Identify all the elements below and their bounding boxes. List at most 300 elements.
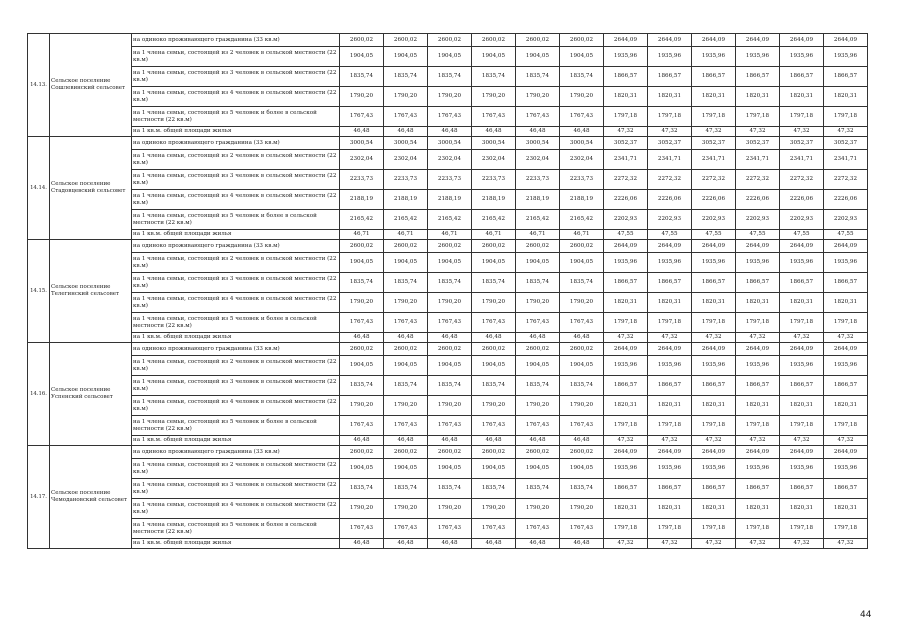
rate-value: 1820,31 xyxy=(692,396,736,416)
rate-value: 1904,05 xyxy=(340,253,384,273)
rate-value: 3000,54 xyxy=(384,137,428,150)
rate-value: 1820,31 xyxy=(736,293,780,313)
rate-value: 2233,73 xyxy=(560,170,604,190)
rate-value: 1820,31 xyxy=(692,499,736,519)
rate-value: 1790,20 xyxy=(560,87,604,107)
rate-value: 2233,73 xyxy=(384,170,428,190)
rate-value: 2188,19 xyxy=(560,190,604,210)
rate-value: 2644,09 xyxy=(692,34,736,47)
rate-value: 1820,31 xyxy=(648,87,692,107)
rate-value: 1820,31 xyxy=(604,87,648,107)
rate-value: 1835,74 xyxy=(340,479,384,499)
rate-value: 47,55 xyxy=(604,230,648,240)
rate-value: 1767,43 xyxy=(384,107,428,127)
rate-value: 1820,31 xyxy=(736,499,780,519)
rate-value: 1767,43 xyxy=(340,519,384,539)
table-row xyxy=(28,416,868,436)
rate-value: 1797,18 xyxy=(604,107,648,127)
rate-value: 1767,43 xyxy=(560,313,604,333)
rate-value: 1820,31 xyxy=(824,499,868,519)
rate-value: 3000,54 xyxy=(428,137,472,150)
rate-value: 1935,96 xyxy=(648,47,692,67)
table-row xyxy=(28,67,868,87)
rate-value: 1797,18 xyxy=(780,416,824,436)
rate-value: 2233,73 xyxy=(472,170,516,190)
rate-value: 1797,18 xyxy=(736,107,780,127)
rate-value: 1935,96 xyxy=(736,459,780,479)
table-row xyxy=(28,210,868,230)
rate-value: 1935,96 xyxy=(824,253,868,273)
rate-value: 1835,74 xyxy=(428,67,472,87)
rate-value: 1935,96 xyxy=(692,253,736,273)
rate-value: 47,32 xyxy=(692,333,736,343)
rate-value: 2644,09 xyxy=(604,34,648,47)
rate-value: 47,32 xyxy=(736,127,780,137)
rate-value: 1935,96 xyxy=(604,47,648,67)
rate-value: 1904,05 xyxy=(340,47,384,67)
rate-value: 1866,57 xyxy=(736,479,780,499)
rate-value: 1820,31 xyxy=(604,499,648,519)
rate-value: 1835,74 xyxy=(516,479,560,499)
settlement-name: Сельское поселение Успенский сельсовет xyxy=(50,343,132,446)
rate-value: 1904,05 xyxy=(560,253,604,273)
rate-value: 46,48 xyxy=(384,127,428,137)
rate-description: на одиноко проживающего гражданина (33 кв.м) xyxy=(132,34,340,47)
rate-value: 1820,31 xyxy=(692,87,736,107)
rate-value: 1797,18 xyxy=(824,107,868,127)
rate-value: 1835,74 xyxy=(472,273,516,293)
group-number: 14.13. xyxy=(28,34,50,137)
rate-value: 47,32 xyxy=(648,436,692,446)
rate-value: 1904,05 xyxy=(472,47,516,67)
rate-description: на 1 члена семьи, состоящей из 4 человек в сельской местности (22 кв.м) xyxy=(132,396,340,416)
table-row xyxy=(28,137,868,150)
rate-value: 1790,20 xyxy=(384,396,428,416)
rate-value: 1820,31 xyxy=(824,87,868,107)
settlement-name: Сельское поселение Телегинский сельсовет xyxy=(50,240,132,343)
rate-description: на одиноко проживающего гражданина (33 кв.м) xyxy=(132,137,340,150)
rate-description: на 1 члена семьи, состоящей из 5 человек и более в сельской местности (22 кв.м) xyxy=(132,210,340,230)
rate-value: 1767,43 xyxy=(516,313,560,333)
rate-value: 2226,06 xyxy=(780,190,824,210)
rate-value: 1820,31 xyxy=(824,396,868,416)
rate-description: на 1 члена семьи, состоящей из 5 человек и более в сельской местности (22 кв.м) xyxy=(132,107,340,127)
rate-value: 2272,32 xyxy=(824,170,868,190)
rate-value: 1904,05 xyxy=(428,47,472,67)
rate-value: 46,71 xyxy=(516,230,560,240)
rate-description: на 1 члена семьи, состоящей из 3 человек в сельской местности (22 кв.м) xyxy=(132,170,340,190)
rate-value: 1866,57 xyxy=(824,376,868,396)
rate-value: 1904,05 xyxy=(472,253,516,273)
rate-value: 1935,96 xyxy=(692,47,736,67)
table-row xyxy=(28,47,868,67)
rate-value: 2644,09 xyxy=(736,240,780,253)
rate-value: 46,48 xyxy=(516,127,560,137)
rate-value: 1790,20 xyxy=(516,499,560,519)
rate-value: 2202,93 xyxy=(692,210,736,230)
rate-value: 1835,74 xyxy=(428,479,472,499)
rate-value: 2644,09 xyxy=(780,446,824,459)
rate-value: 1790,20 xyxy=(340,499,384,519)
rate-value: 1935,96 xyxy=(648,253,692,273)
rate-value: 1820,31 xyxy=(780,499,824,519)
rate-value: 2644,09 xyxy=(824,343,868,356)
rate-value: 46,48 xyxy=(560,127,604,137)
rate-value: 2600,02 xyxy=(340,446,384,459)
rate-value: 1866,57 xyxy=(604,479,648,499)
rate-value: 2644,09 xyxy=(648,343,692,356)
rate-value: 1935,96 xyxy=(824,47,868,67)
rate-value: 2600,02 xyxy=(340,240,384,253)
rate-value: 1767,43 xyxy=(516,416,560,436)
rate-value: 1820,31 xyxy=(824,293,868,313)
rate-value: 46,48 xyxy=(428,539,472,549)
rate-value: 1835,74 xyxy=(428,273,472,293)
rate-description: на 1 члена семьи, состоящей из 4 человек в сельской местности (22 кв.м) xyxy=(132,293,340,313)
rate-value: 46,48 xyxy=(560,539,604,549)
rate-value: 2644,09 xyxy=(824,34,868,47)
rate-value: 46,48 xyxy=(516,539,560,549)
rate-value: 2272,32 xyxy=(736,170,780,190)
table-row xyxy=(28,519,868,539)
rate-value: 2644,09 xyxy=(824,240,868,253)
group-number: 14.17. xyxy=(28,446,50,549)
rate-value: 1767,43 xyxy=(428,107,472,127)
rate-value: 1904,05 xyxy=(472,356,516,376)
rate-value: 1797,18 xyxy=(780,313,824,333)
settlement-name: Сельское поселение Чемодановский сельсовет xyxy=(50,446,132,549)
rate-description: на 1 члена семьи, состоящей из 3 человек в сельской местности (22 кв.м) xyxy=(132,67,340,87)
rate-value: 47,32 xyxy=(648,539,692,549)
rate-value: 1835,74 xyxy=(560,479,604,499)
rate-value: 1790,20 xyxy=(472,396,516,416)
rate-value: 1904,05 xyxy=(428,253,472,273)
rate-value: 2600,02 xyxy=(384,240,428,253)
rate-value: 2600,02 xyxy=(384,446,428,459)
rate-value: 1835,74 xyxy=(384,479,428,499)
rate-value: 47,55 xyxy=(692,230,736,240)
rate-value: 3052,37 xyxy=(648,137,692,150)
rate-value: 46,48 xyxy=(516,333,560,343)
rate-value: 46,48 xyxy=(472,436,516,446)
rate-value: 1866,57 xyxy=(780,376,824,396)
rate-value: 2644,09 xyxy=(780,240,824,253)
rate-value: 2233,73 xyxy=(516,170,560,190)
rate-value: 2226,06 xyxy=(736,190,780,210)
rate-value: 3000,54 xyxy=(340,137,384,150)
rate-value: 1904,05 xyxy=(560,356,604,376)
rate-value: 46,71 xyxy=(384,230,428,240)
table-row xyxy=(28,170,868,190)
rate-value: 1797,18 xyxy=(692,107,736,127)
rate-value: 47,32 xyxy=(648,127,692,137)
rate-value: 47,32 xyxy=(604,127,648,137)
rate-value: 1904,05 xyxy=(516,459,560,479)
rate-value: 2165,42 xyxy=(516,210,560,230)
rate-value: 1866,57 xyxy=(780,479,824,499)
rate-value: 2272,32 xyxy=(692,170,736,190)
rate-value: 2600,02 xyxy=(384,34,428,47)
table-row xyxy=(28,313,868,333)
rate-value: 2600,02 xyxy=(340,34,384,47)
rate-value: 1790,20 xyxy=(428,293,472,313)
rate-value: 1767,43 xyxy=(472,416,516,436)
page-number: 44 xyxy=(860,610,872,620)
rate-value: 47,55 xyxy=(780,230,824,240)
table-row xyxy=(28,459,868,479)
rate-value: 1935,96 xyxy=(604,253,648,273)
rate-value: 1797,18 xyxy=(648,519,692,539)
rate-value: 1797,18 xyxy=(604,519,648,539)
rate-value: 1767,43 xyxy=(516,107,560,127)
rate-value: 3052,37 xyxy=(604,137,648,150)
rate-value: 1866,57 xyxy=(824,479,868,499)
rate-value: 2341,71 xyxy=(824,150,868,170)
rate-value: 47,32 xyxy=(824,333,868,343)
rate-value: 1866,57 xyxy=(648,67,692,87)
rate-description: на одиноко проживающего гражданина (33 кв.м) xyxy=(132,446,340,459)
rate-value: 2600,02 xyxy=(472,343,516,356)
rate-value: 1866,57 xyxy=(824,67,868,87)
rate-value: 1835,74 xyxy=(472,67,516,87)
rate-value: 1866,57 xyxy=(824,273,868,293)
rate-value: 1767,43 xyxy=(428,416,472,436)
rate-value: 1904,05 xyxy=(428,459,472,479)
rate-value: 1790,20 xyxy=(560,499,604,519)
rate-value: 1866,57 xyxy=(692,273,736,293)
rate-value: 2644,09 xyxy=(736,34,780,47)
rate-value: 1790,20 xyxy=(384,87,428,107)
rate-value: 2600,02 xyxy=(472,446,516,459)
rate-value: 1904,05 xyxy=(560,459,604,479)
rate-description: на 1 члена семьи, состоящей из 3 человек в сельской местности (22 кв.м) xyxy=(132,479,340,499)
rate-description: на 1 члена семьи, состоящей из 4 человек в сельской местности (22 кв.м) xyxy=(132,190,340,210)
table-row xyxy=(28,253,868,273)
rate-value: 1904,05 xyxy=(384,253,428,273)
rate-description: на 1 члена семьи, состоящей из 2 человек в сельской местности (22 кв.м) xyxy=(132,150,340,170)
rate-value: 2600,02 xyxy=(428,34,472,47)
rate-value: 1797,18 xyxy=(692,416,736,436)
rate-value: 1935,96 xyxy=(736,47,780,67)
table-row xyxy=(28,34,868,47)
rate-value: 2302,04 xyxy=(384,150,428,170)
rate-value: 1835,74 xyxy=(384,67,428,87)
rate-value: 2302,04 xyxy=(516,150,560,170)
rate-value: 1790,20 xyxy=(428,396,472,416)
rate-value: 1790,20 xyxy=(428,87,472,107)
rate-value: 1866,57 xyxy=(648,273,692,293)
table-row xyxy=(28,87,868,107)
rate-value: 1835,74 xyxy=(384,273,428,293)
rate-value: 1820,31 xyxy=(780,396,824,416)
table-row xyxy=(28,499,868,519)
rate-value: 2600,02 xyxy=(516,240,560,253)
rate-value: 47,32 xyxy=(736,539,780,549)
rate-value: 1797,18 xyxy=(604,313,648,333)
rate-value: 1904,05 xyxy=(384,47,428,67)
rate-value: 2165,42 xyxy=(428,210,472,230)
rate-value: 2644,09 xyxy=(780,343,824,356)
rate-value: 2272,32 xyxy=(648,170,692,190)
rate-description: на одиноко проживающего гражданина (33 кв.м) xyxy=(132,343,340,356)
rate-value: 1790,20 xyxy=(472,499,516,519)
rate-value: 1935,96 xyxy=(604,356,648,376)
rate-value: 1935,96 xyxy=(648,356,692,376)
rate-value: 2644,09 xyxy=(780,34,824,47)
rate-value: 1835,74 xyxy=(340,376,384,396)
rate-value: 1935,96 xyxy=(692,356,736,376)
rate-value: 1797,18 xyxy=(780,519,824,539)
rate-value: 47,32 xyxy=(824,127,868,137)
rate-value: 2233,73 xyxy=(428,170,472,190)
rate-description: на 1 члена семьи, состоящей из 5 человек и более в сельской местности (22 кв.м) xyxy=(132,313,340,333)
rate-value: 3052,37 xyxy=(824,137,868,150)
rate-value: 1767,43 xyxy=(340,313,384,333)
rate-value: 1935,96 xyxy=(648,459,692,479)
table-row xyxy=(28,539,868,549)
tariff-table-body xyxy=(28,34,868,549)
rate-value: 1790,20 xyxy=(516,396,560,416)
rate-value: 47,55 xyxy=(824,230,868,240)
rate-value: 1767,43 xyxy=(428,519,472,539)
rate-value: 46,48 xyxy=(384,539,428,549)
rate-value: 1790,20 xyxy=(472,293,516,313)
rate-value: 1904,05 xyxy=(340,459,384,479)
rate-value: 1835,74 xyxy=(560,273,604,293)
rate-value: 46,71 xyxy=(428,230,472,240)
rate-value: 2644,09 xyxy=(736,446,780,459)
rate-value: 2202,93 xyxy=(736,210,780,230)
rate-value: 46,48 xyxy=(472,539,516,549)
rate-value: 3000,54 xyxy=(472,137,516,150)
group-number: 14.15. xyxy=(28,240,50,343)
rate-value: 1904,05 xyxy=(516,253,560,273)
rate-value: 1866,57 xyxy=(692,67,736,87)
rate-value: 2600,02 xyxy=(560,240,604,253)
rate-value: 2644,09 xyxy=(648,240,692,253)
table-row xyxy=(28,376,868,396)
rate-value: 1767,43 xyxy=(340,107,384,127)
rate-value: 1767,43 xyxy=(560,107,604,127)
rate-value: 1835,74 xyxy=(340,273,384,293)
rate-value: 1820,31 xyxy=(780,293,824,313)
rate-value: 2341,71 xyxy=(648,150,692,170)
rate-value: 2165,42 xyxy=(560,210,604,230)
rate-value: 2302,04 xyxy=(472,150,516,170)
rate-value: 1935,96 xyxy=(780,459,824,479)
rate-value: 46,48 xyxy=(516,436,560,446)
rate-value: 2644,09 xyxy=(604,240,648,253)
rate-value: 2644,09 xyxy=(604,446,648,459)
rate-value: 46,48 xyxy=(472,333,516,343)
rate-value: 2600,02 xyxy=(340,343,384,356)
rate-value: 1767,43 xyxy=(560,519,604,539)
rate-value: 1904,05 xyxy=(472,459,516,479)
rate-value: 1935,96 xyxy=(736,356,780,376)
table-row xyxy=(28,436,868,446)
rate-value: 2188,19 xyxy=(516,190,560,210)
rate-value: 46,48 xyxy=(340,127,384,137)
rate-value: 2600,02 xyxy=(428,446,472,459)
rate-value: 2600,02 xyxy=(516,34,560,47)
rate-value: 1797,18 xyxy=(692,519,736,539)
rate-value: 3052,37 xyxy=(736,137,780,150)
rate-value: 1790,20 xyxy=(384,293,428,313)
rate-value: 2600,02 xyxy=(560,343,604,356)
rate-value: 47,32 xyxy=(736,333,780,343)
rate-value: 47,32 xyxy=(824,436,868,446)
rate-value: 1767,43 xyxy=(516,519,560,539)
rate-value: 46,48 xyxy=(384,333,428,343)
rate-value: 1835,74 xyxy=(516,67,560,87)
rate-value: 1866,57 xyxy=(648,479,692,499)
rate-value: 46,71 xyxy=(560,230,604,240)
rate-value: 2600,02 xyxy=(428,343,472,356)
rate-value: 2341,71 xyxy=(692,150,736,170)
rate-value: 1904,05 xyxy=(384,356,428,376)
rate-description: на 1 члена семьи, состоящей из 4 человек в сельской местности (22 кв.м) xyxy=(132,499,340,519)
rate-value: 1866,57 xyxy=(648,376,692,396)
rate-value: 1935,96 xyxy=(824,459,868,479)
rate-value: 2226,06 xyxy=(648,190,692,210)
rate-value: 47,55 xyxy=(648,230,692,240)
rate-value: 2202,93 xyxy=(604,210,648,230)
rate-value: 2644,09 xyxy=(692,240,736,253)
rate-value: 1935,96 xyxy=(780,253,824,273)
rate-description: на 1 члена семьи, состоящей из 5 человек и более в сельской местности (22 кв.м) xyxy=(132,519,340,539)
rate-value: 1790,20 xyxy=(340,396,384,416)
rate-value: 46,48 xyxy=(340,436,384,446)
rate-value: 1935,96 xyxy=(780,47,824,67)
rate-value: 2600,02 xyxy=(472,34,516,47)
rate-value: 2188,19 xyxy=(472,190,516,210)
rate-value: 47,32 xyxy=(692,436,736,446)
rate-value: 47,32 xyxy=(780,127,824,137)
rate-value: 1767,43 xyxy=(384,519,428,539)
rate-description: на 1 члена семьи, состоящей из 3 человек в сельской местности (22 кв.м) xyxy=(132,376,340,396)
rate-value: 1866,57 xyxy=(736,67,780,87)
rate-value: 1790,20 xyxy=(472,87,516,107)
rate-value: 1820,31 xyxy=(780,87,824,107)
rate-value: 46,48 xyxy=(340,539,384,549)
rate-value: 1820,31 xyxy=(604,293,648,313)
rate-value: 1904,05 xyxy=(340,356,384,376)
rate-value: 1904,05 xyxy=(428,356,472,376)
rate-value: 1797,18 xyxy=(736,416,780,436)
rate-value: 2600,02 xyxy=(516,343,560,356)
rate-value: 2226,06 xyxy=(692,190,736,210)
rate-value: 3052,37 xyxy=(780,137,824,150)
rate-value: 1790,20 xyxy=(428,499,472,519)
rate-value: 1797,18 xyxy=(736,313,780,333)
group-number: 14.14. xyxy=(28,137,50,240)
rate-value: 3000,54 xyxy=(516,137,560,150)
rate-value: 1835,74 xyxy=(340,67,384,87)
rate-value: 1767,43 xyxy=(472,313,516,333)
rate-value: 2302,04 xyxy=(340,150,384,170)
rate-value: 2644,09 xyxy=(692,446,736,459)
rate-value: 47,32 xyxy=(692,539,736,549)
rate-value: 2226,06 xyxy=(824,190,868,210)
rate-value: 46,48 xyxy=(560,436,604,446)
rate-value: 1797,18 xyxy=(824,519,868,539)
rate-value: 47,32 xyxy=(824,539,868,549)
rate-value: 1797,18 xyxy=(648,313,692,333)
rate-value: 1866,57 xyxy=(780,273,824,293)
rate-value: 2644,09 xyxy=(648,34,692,47)
rate-value: 47,32 xyxy=(604,333,648,343)
rate-value: 2600,02 xyxy=(428,240,472,253)
